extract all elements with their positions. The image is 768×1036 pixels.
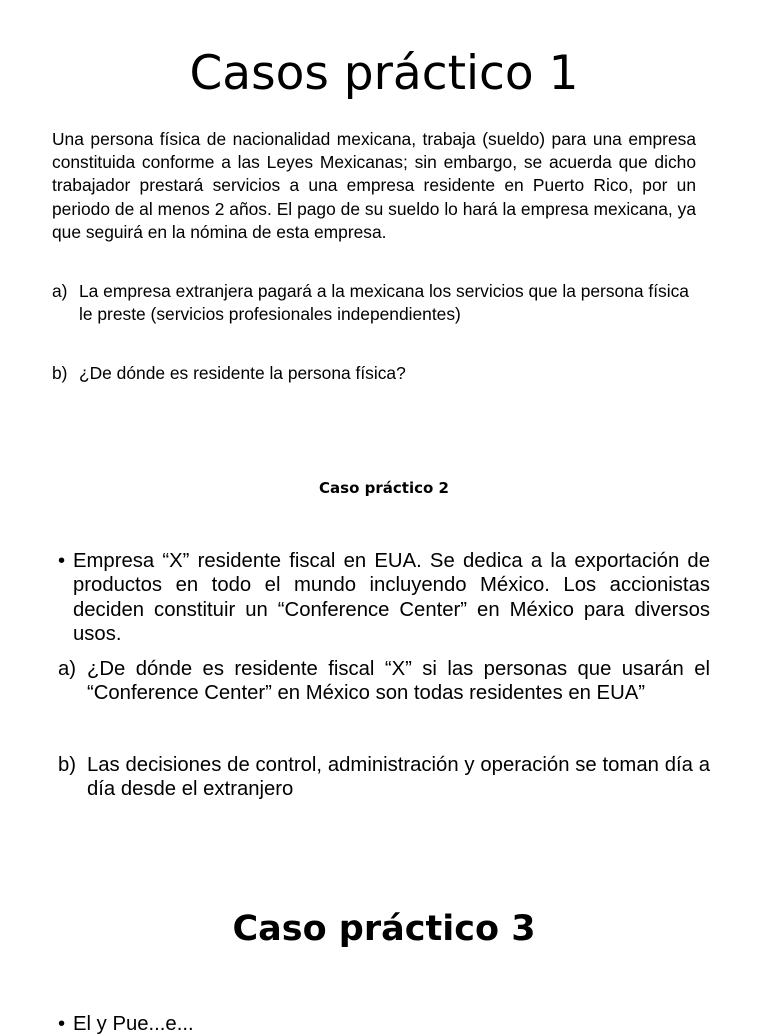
caso-2-item-a-marker: a) <box>58 658 77 680</box>
caso-3-partial-bullet <box>58 1012 710 1036</box>
caso-2-item-b-text: Las decisiones de control, administración y operación se toman día a día desde el extranjero <box>87 754 710 801</box>
caso-2-item-a <box>58 657 710 706</box>
bullet-icon: • <box>58 550 66 572</box>
caso-3-title: Caso práctico 3 <box>232 909 536 949</box>
caso-1-item-b-text: ¿De dónde es residente la persona física? <box>79 363 406 383</box>
caso-2-bullet-text: Empresa “X” residente fiscal en EUA. Se dedica a la exportación de productos en todo el mundo incluyendo México. Los accionistas deciden constituir un “Conference Center” en México para diversos usos. <box>73 550 710 645</box>
caso-1-item-a <box>52 280 702 326</box>
caso-1-intro-paragraph: Una persona física de nacionalidad mexicana, trabaja (sueldo) para una empresa constituida conforme a las Leyes Mexicanas; sin embargo, se acuerda que dicho trabajador prestará servicios a una empresa residente en Puerto Rico, por un periodo de al menos 2 años. El pago de su sueldo lo hará la empresa mexicana, ya que seguirá en la nómina de esta empresa. <box>52 129 696 242</box>
caso-2-item-a-text: ¿De dónde es residente fiscal “X” si las personas que usarán el “Conference Center” en México son todas residentes en EUA” <box>87 658 710 705</box>
bullet-icon: • <box>58 1013 66 1035</box>
caso-2-item-b-marker: b) <box>58 754 77 776</box>
caso-1-item-a-text: La empresa extranjera pagará a la mexicana los servicios que la persona física le preste (servicios profesionales independientes) <box>79 281 689 325</box>
caso-1-title: Casos práctico 1 <box>189 46 579 101</box>
caso-2-item-b <box>58 753 710 802</box>
caso-1-item-a-marker: a) <box>52 281 68 301</box>
caso-1-item-b <box>52 362 702 385</box>
caso-3-partial-text: El y Pue...e... <box>73 1013 194 1035</box>
caso-2-title: Caso práctico 2 <box>319 479 449 497</box>
caso-1-item-b-marker: b) <box>52 363 68 383</box>
caso-2-bullet-item <box>58 549 710 646</box>
